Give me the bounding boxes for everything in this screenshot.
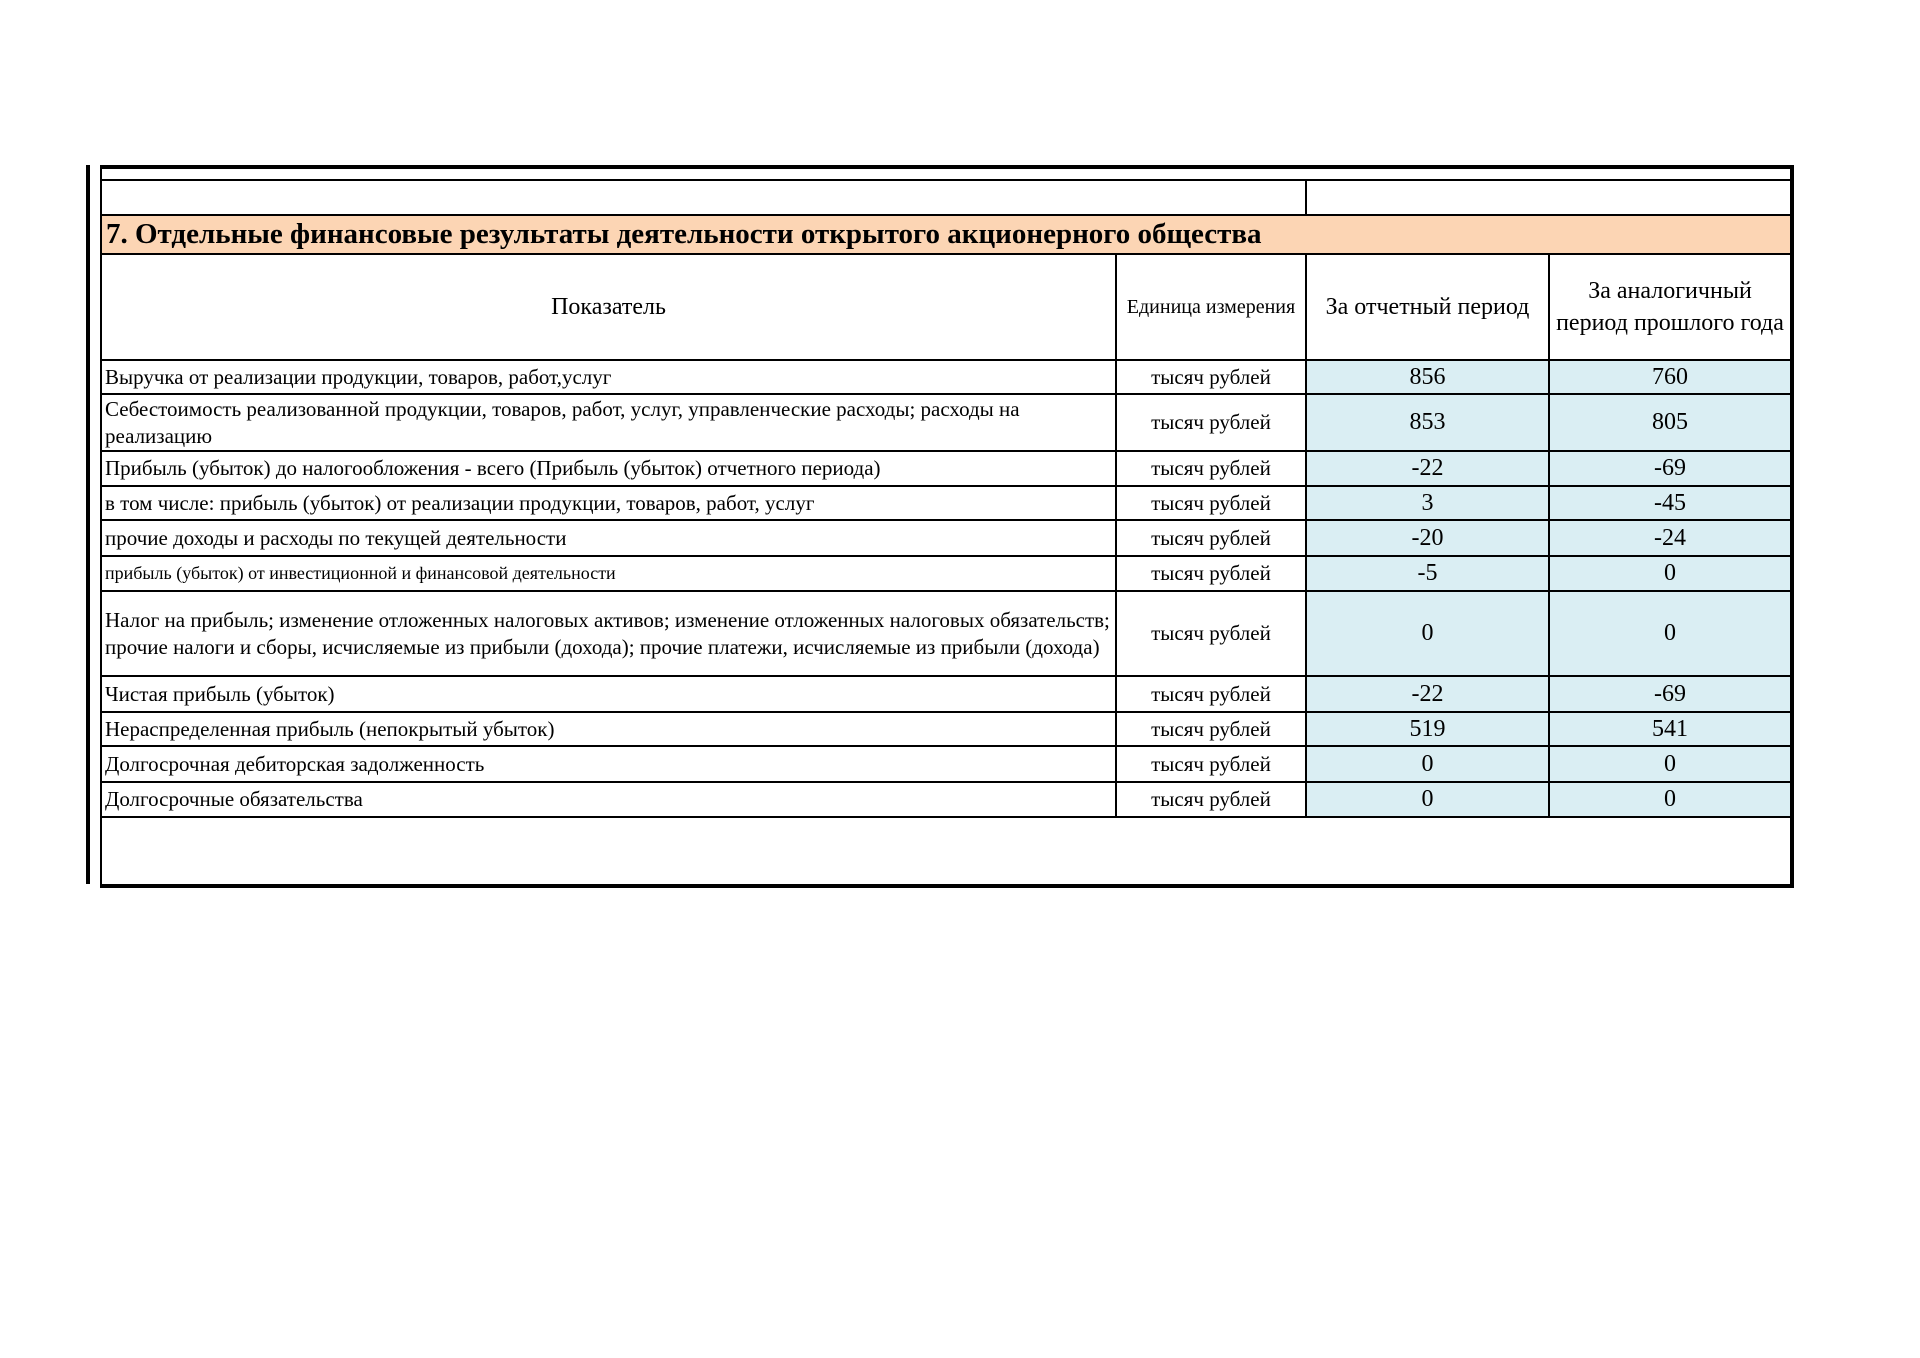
row-previous-value: -45 [1549,486,1792,520]
empty-cell [101,817,1792,886]
row-unit: тысяч рублей [1116,360,1306,394]
header-unit: Единица измерения [1116,254,1306,360]
row-previous-value: 805 [1549,394,1792,451]
row-previous-value: 760 [1549,360,1792,394]
row-previous-value: -69 [1549,451,1792,486]
row-unit: тысяч рублей [1116,451,1306,486]
row-unit: тысяч рублей [1116,676,1306,712]
row-unit: тысяч рублей [1116,520,1306,556]
table-row [101,451,1792,486]
row-unit: тысяч рублей [1116,591,1306,676]
row-label: Чистая прибыль (убыток) [101,676,1116,712]
row-label: Долгосрочная дебиторская задолженность [101,746,1116,782]
empty-cell [101,167,1792,180]
row-label: Выручка от реализации продукции, товаров, работ,услуг [101,360,1116,394]
row-label: Налог на прибыль; изменение отложенных налоговых активов; изменение отложенных налоговых обязательств; прочие налоги и сборы, исчисляемые из прибыли (дохода); прочие платежи, исчисляемые из прибыли (дохода) [101,591,1116,676]
section-title-row [101,215,1792,254]
row-previous-value: 541 [1549,712,1792,746]
bottom-blank-row [101,817,1792,886]
header-current-period: За отчетный период [1306,254,1549,360]
table-row [101,712,1792,746]
row-unit: тысяч рублей [1116,712,1306,746]
row-current-value: 853 [1306,394,1549,451]
table-row [101,591,1792,676]
row-previous-value: 0 [1549,746,1792,782]
table-row [101,556,1792,591]
table-row [101,394,1792,451]
row-label: Нераспределенная прибыль (непокрытый убыток) [101,712,1116,746]
row-unit: тысяч рублей [1116,486,1306,520]
empty-cell [101,180,1306,215]
row-previous-value: 0 [1549,782,1792,817]
table-row [101,520,1792,556]
row-label: Себестоимость реализованной продукции, товаров, работ, услуг, управленческие расходы; расходы на реализацию [101,394,1116,451]
row-previous-value: 0 [1549,591,1792,676]
table-row [101,486,1792,520]
header-previous-period: За аналогичный период прошлого года [1549,254,1792,360]
row-current-value: 3 [1306,486,1549,520]
row-previous-value: -24 [1549,520,1792,556]
row-previous-value: -69 [1549,676,1792,712]
row-unit: тысяч рублей [1116,394,1306,451]
financial-results-table [100,165,1794,888]
blank-row [101,180,1792,215]
row-previous-value: 0 [1549,556,1792,591]
empty-cell [1306,180,1792,215]
row-unit: тысяч рублей [1116,782,1306,817]
spacer-row [101,167,1792,180]
row-current-value: 856 [1306,360,1549,394]
row-unit: тысяч рублей [1116,746,1306,782]
table-row [101,676,1792,712]
row-unit: тысяч рублей [1116,556,1306,591]
header-row [101,254,1792,360]
table-row [101,782,1792,817]
row-current-value: -22 [1306,676,1549,712]
row-label: Долгосрочные обязательства [101,782,1116,817]
row-current-value: 0 [1306,782,1549,817]
header-indicator: Показатель [101,254,1116,360]
left-border-line [86,165,90,884]
row-label: Прибыль (убыток) до налогообложения - всего (Прибыль (убыток) отчетного периода) [101,451,1116,486]
section-title: 7. Отдельные финансовые результаты деятельности открытого акционерного общества [101,215,1792,254]
row-current-value: 519 [1306,712,1549,746]
row-current-value: -20 [1306,520,1549,556]
row-label: прибыль (убыток) от инвестиционной и финансовой деятельности [101,556,1116,591]
row-current-value: 0 [1306,591,1549,676]
row-current-value: -22 [1306,451,1549,486]
table-row [101,746,1792,782]
row-current-value: 0 [1306,746,1549,782]
table-row [101,360,1792,394]
row-label: в том числе: прибыль (убыток) от реализации продукции, товаров, работ, услуг [101,486,1116,520]
row-label: прочие доходы и расходы по текущей деятельности [101,520,1116,556]
row-current-value: -5 [1306,556,1549,591]
